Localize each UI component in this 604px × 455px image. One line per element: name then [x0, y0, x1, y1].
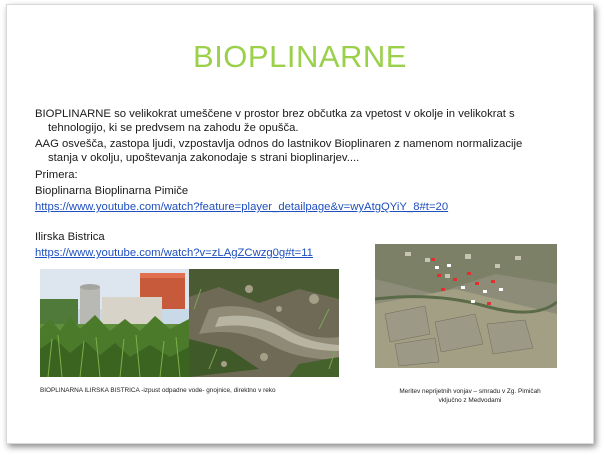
caption-right-line2: vključno z Medvodami [438, 397, 502, 404]
biogas-plant-photo [40, 269, 189, 377]
slide-title: BIOPLINARNE [193, 39, 407, 74]
caption-right-line1: Meritev neprijetnih vonjav – smradu v Zg. Pimičah [399, 388, 541, 395]
stream-photo [189, 269, 339, 377]
paragraph-aag-line1: AAG osvešča, zastopa ljudi, vzpostavlja odnos do lastnikov Bioplinaren z namenom normalizacije [35, 138, 523, 150]
paragraph-aag-line2: stanja v okolju, upoštevanja zakonodaje s strani bioplinarjev.... [48, 152, 360, 164]
example2-label: Ilirska Bistrica [35, 231, 105, 243]
paragraph-intro-line2: tehnologijo, ki se predvsem na zahodu že opušča. [48, 122, 299, 134]
aerial-map-photo [375, 244, 557, 368]
paragraph-aag [35, 137, 575, 165]
paragraph-intro-line1: BIOPLINARNE so velikokrat umeščene v prostor brez občutka za vpetost v okolje in velikokrat s [35, 108, 515, 120]
caption-left: BIOPLINARNA ILIRSKA BISTRICA -izpust odpadne vode- gnojnice, direktno v reko [40, 387, 276, 394]
paragraph-intro [35, 107, 575, 135]
example2-link[interactable]: https://www.youtube.com/watch?v=zLAgZCwzg0g#t=11 [35, 247, 313, 259]
presentation-slide [6, 4, 594, 444]
example1-label: Bioplinarna Bioplinarna Pimiče [35, 185, 189, 197]
caption-right [375, 387, 565, 405]
example1-link[interactable]: https://www.youtube.com/watch?feature=player_detailpage&v=wyAtgQYiY_8#t=20 [35, 201, 449, 213]
slide-body [35, 107, 575, 261]
primera-label: Primera: [35, 169, 78, 181]
